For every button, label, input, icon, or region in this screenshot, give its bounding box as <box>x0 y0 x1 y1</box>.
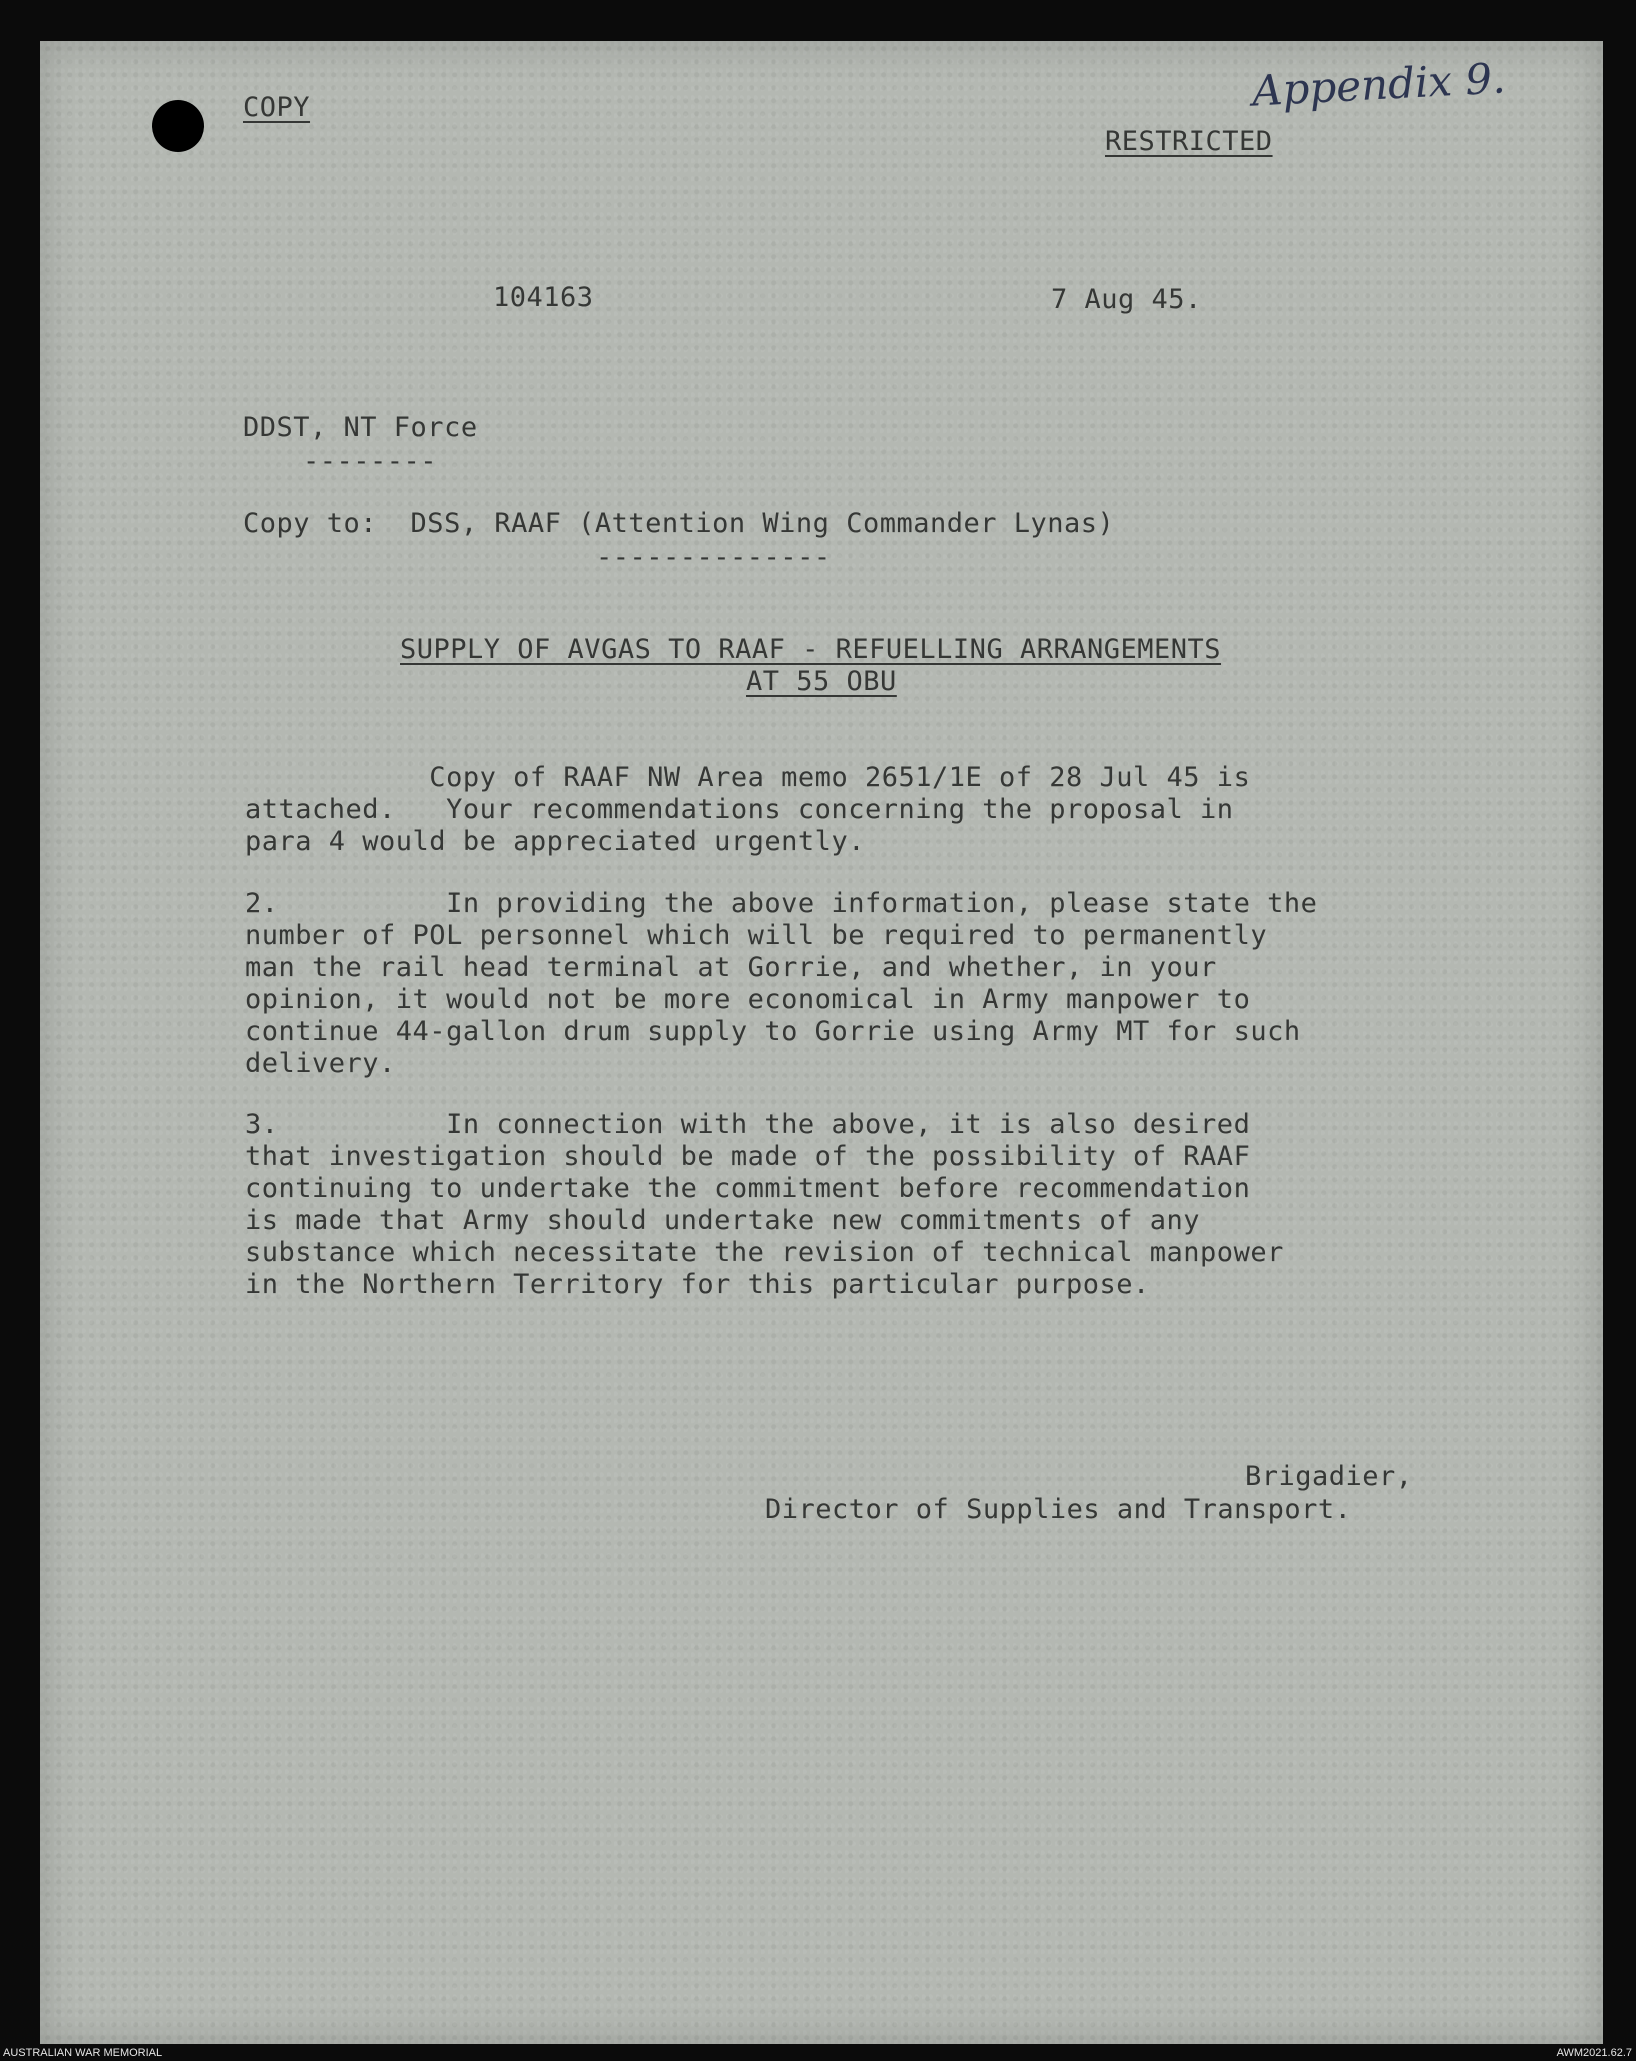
paragraph-2 <box>245 888 1317 1080</box>
paragraph-3-line: substance which necessitate the revision of technical manpower <box>245 1237 1284 1268</box>
handwritten-annotation: Appendix 9. <box>1250 53 1507 116</box>
signature-rank: Brigadier, <box>1245 1461 1413 1492</box>
reference-number: 104163 <box>493 282 594 313</box>
paragraph-2-line: man the rail head terminal at Gorrie, and whether, in your <box>245 952 1217 983</box>
addressee-rule: -------- <box>303 446 438 477</box>
copy-to-rule: -------------- <box>596 542 831 573</box>
paragraph-3 <box>245 1109 1284 1301</box>
classification-label: RESTRICTED <box>1105 126 1273 157</box>
document-date: 7 Aug 45. <box>1051 284 1202 315</box>
paragraph-3-line: that investigation should be made of the possibility of RAAF <box>245 1141 1251 1172</box>
subject-line-2: AT 55 OBU <box>746 666 897 697</box>
paragraph-3-line: is made that Army should undertake new commitments of any <box>245 1205 1201 1236</box>
paragraph-2-line: continue 44-gallon drum supply to Gorrie using Army MT for such <box>245 1016 1301 1047</box>
subject-line-1: SUPPLY OF AVGAS TO RAAF - REFUELLING ARRANGEMENTS <box>400 634 1222 665</box>
copy-mark: COPY <box>243 92 311 123</box>
copy-to-line: Copy to: DSS, RAAF (Attention Wing Commander Lynas) <box>243 508 1115 539</box>
punch-hole <box>152 100 204 152</box>
addressee: DDST, NT Force <box>243 412 478 443</box>
paragraph-3-line: continuing to undertake the commitment before recommendation <box>245 1173 1251 1204</box>
paragraph-2-line: delivery. <box>245 1048 396 1079</box>
footer-institution: AUSTRALIAN WAR MEMORIAL <box>3 2047 163 2059</box>
paragraph-2-line: opinion, it would not be more economical in Army manpower to <box>245 984 1251 1015</box>
paragraph-2-line: number of POL personnel which will be required to permanently <box>245 920 1268 951</box>
signature-title: Director of Supplies and Transport. <box>765 1494 1352 1525</box>
paragraph-1 <box>245 762 1250 858</box>
paragraph-3-line: in the Northern Territory for this particular purpose. <box>245 1269 1150 1300</box>
paragraph-1-line: attached. Your recommendations concerning the proposal in <box>245 794 1234 825</box>
paragraph-2-line: 2. In providing the above information, please state the <box>245 888 1318 919</box>
paragraph-1-line: para 4 would be appreciated urgently. <box>245 826 865 857</box>
paragraph-1-line: Copy of RAAF NW Area memo 2651/1E of 28 Jul 45 is <box>245 762 1251 793</box>
footer-accession-number: AWM2021.62.7 <box>1556 2047 1632 2059</box>
paragraph-3-line: 3. In connection with the above, it is also desired <box>245 1109 1251 1140</box>
